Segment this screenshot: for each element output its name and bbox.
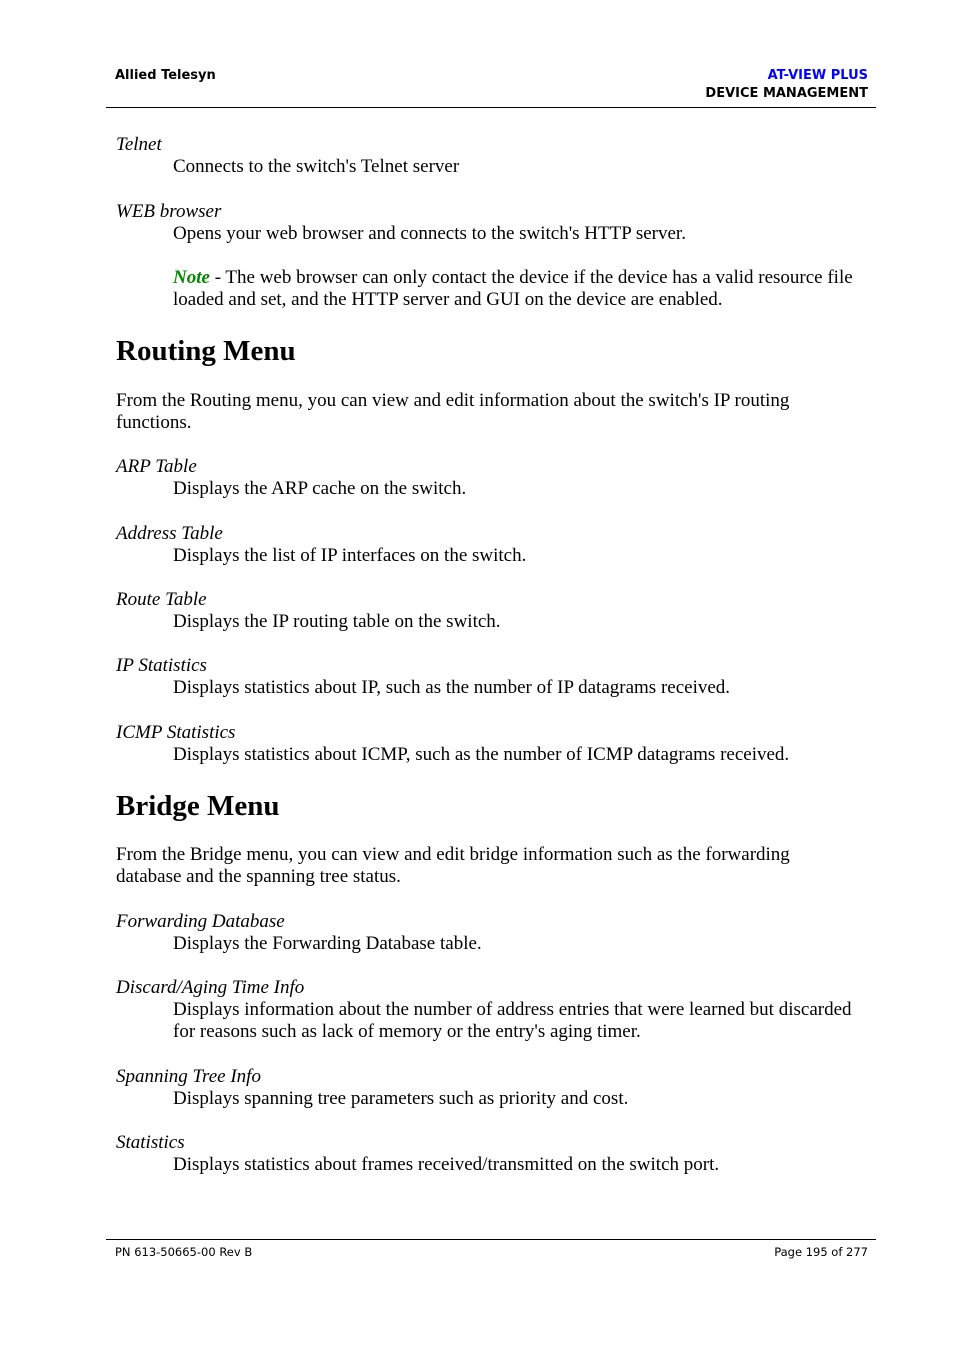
term-arp-table: ARP Table [116, 456, 197, 477]
desc-address-table: Displays the list of IP interfaces on the switch. [173, 545, 527, 566]
term-spanning-tree: Spanning Tree Info [116, 1066, 261, 1087]
product-name: AT-VIEW PLUS [767, 68, 868, 83]
term-address-table: Address Table [116, 523, 223, 544]
desc-discard-aging: Displays information about the number of address entries that were learned but discarded for reasons such as lack of memory or the entry's aging timer. [173, 999, 852, 1042]
desc-statistics: Displays statistics about frames received/transmitted on the switch port. [173, 1154, 720, 1175]
desc-icmp-statistics: Displays statistics about ICMP, such as the number of ICMP datagrams received. [173, 744, 790, 765]
footer-divider [106, 1239, 876, 1240]
note-text: - The web browser can only contact the device if the device has a valid resource file loaded and set, and the HTTP server and GUI on the device are enabled. [173, 267, 853, 310]
desc-ip-statistics: Displays statistics about IP, such as the number of IP datagrams received. [173, 677, 731, 698]
desc-arp-table: Displays the ARP cache on the switch. [173, 478, 467, 499]
company-name: Allied Telesyn [115, 68, 216, 83]
bridge-heading: Bridge Menu [116, 790, 280, 822]
routing-intro: From the Routing menu, you can view and edit information about the switch's IP routing functions. [116, 390, 790, 433]
desc-spanning-tree: Displays spanning tree parameters such as priority and cost. [173, 1088, 629, 1109]
note-label: Note [173, 267, 210, 288]
term-ip-statistics: IP Statistics [116, 655, 207, 676]
term-forwarding-database: Forwarding Database [116, 911, 285, 932]
term-telnet: Telnet [116, 134, 162, 155]
page-number: Page 195 of 277 [774, 1245, 868, 1259]
term-icmp-statistics: ICMP Statistics [116, 722, 236, 743]
term-route-table: Route Table [116, 589, 207, 610]
desc-web-browser: Opens your web browser and connects to the switch's HTTP server. [173, 223, 686, 244]
term-web-browser: WEB browser [116, 201, 222, 222]
term-discard-aging: Discard/Aging Time Info [116, 977, 305, 998]
section-name: DEVICE MANAGEMENT [705, 86, 868, 101]
bridge-intro: From the Bridge menu, you can view and edit bridge information such as the forwarding database and the spanning tree status. [116, 844, 790, 887]
routing-heading: Routing Menu [116, 335, 296, 367]
desc-telnet: Connects to the switch's Telnet server [173, 156, 460, 177]
part-number: PN 613-50665-00 Rev B [115, 1245, 253, 1259]
desc-route-table: Displays the IP routing table on the switch. [173, 611, 501, 632]
note-paragraph [173, 267, 873, 311]
desc-forwarding-database: Displays the Forwarding Database table. [173, 933, 482, 954]
header-divider [106, 107, 876, 108]
term-statistics: Statistics [116, 1132, 185, 1153]
